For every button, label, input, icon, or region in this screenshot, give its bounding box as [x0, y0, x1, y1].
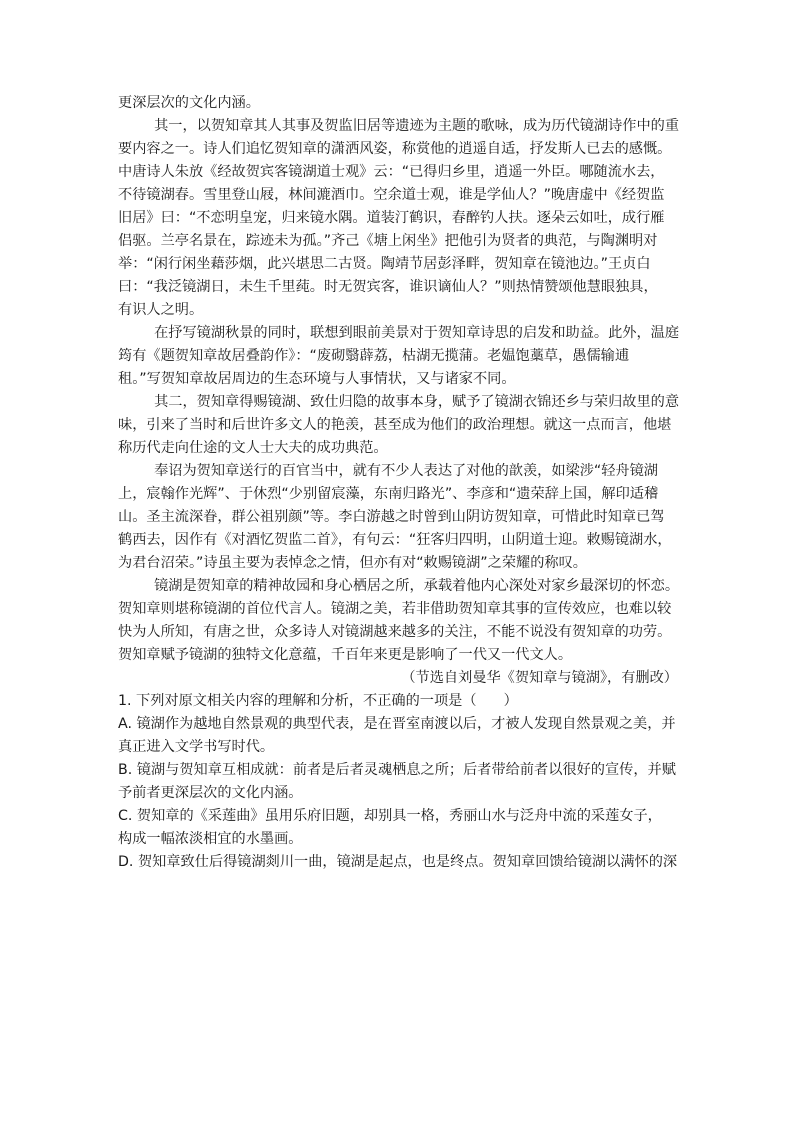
text-line: [118, 529, 678, 552]
option-c-line: [118, 805, 678, 828]
text-line-content: 镜湖是贺知章的精神故园和身心栖居之所，承载着他内心深处对家乡最深切的怀恋。: [118, 578, 680, 594]
text-line: [118, 276, 678, 299]
option-c-text: C. 贺知章的《采莲曲》虽用乐府旧题，却别具一格，秀丽山水与泛舟中流的采莲女子，: [118, 808, 662, 824]
text-line: [118, 437, 678, 460]
text-line-content: 上，宸翰作光辉”、于休烈“少别留宸藻，东南归路光”、李彦和“遗荣辞上国，解印适稽: [118, 486, 659, 502]
text-line-content: 曰：“我泛镜湖日，未生千里莼。时无贺宾客，谁识谪仙人？”则热情赞颂他慧眼独具，: [118, 279, 658, 295]
text-line-content: 旧居》曰：“不恋明皇宠，归来镜水隅。道装汀鹤识，春醉钓人扶。逐朵云如吐，成行雁: [118, 210, 665, 226]
text-line-content: 山。圣主流深眷，群公祖别颜”等。李白游越之时曾到山阴访贺知章，可惜此时知章已驾: [118, 509, 665, 525]
text-line: [118, 414, 678, 437]
text-line-content: 有识人之明。: [118, 302, 204, 318]
paragraph-start-line: [118, 322, 678, 345]
paragraph-start-line: [118, 115, 678, 138]
text-line: [118, 184, 678, 207]
option-a-continuation: [118, 736, 678, 759]
text-line-content: 为君台沼荣。”诗虽主要为表悼念之情，但亦有对“敕赐镜湖”之荣耀的称叹。: [118, 555, 587, 571]
paragraph-start-line: [118, 575, 678, 598]
text-line: [118, 621, 678, 644]
text-line: [118, 483, 678, 506]
text-line-content: 奉诏为贺知章送行的百官当中，就有不少人表达了对他的歆羡，如梁涉“轻舟镜湖: [118, 463, 658, 479]
text-line-content: 贺知章赋予镜湖的独特文化意蕴，千百年来更是影响了一代又一代文人。: [118, 647, 573, 663]
question-stem-text: 1. 下列对原文相关内容的理解和分析，不正确的一项是（ ）: [118, 693, 518, 709]
text-line: [118, 598, 678, 621]
option-d-line: [118, 851, 678, 874]
text-line: [118, 345, 678, 368]
text-line-content: 其一，以贺知章其人其事及贺监旧居等遗迹为主题的歌咏，成为历代镜湖诗作中的重: [118, 118, 680, 134]
source-citation: [118, 667, 678, 690]
text-line-content: 称历代走向仕途的文人士大夫的成功典范。: [118, 440, 388, 456]
text-line: [118, 552, 678, 575]
text-line: [118, 368, 678, 391]
text-line: [118, 207, 678, 230]
text-line-content: 举：“闲行闲坐藉莎烟，此兴堪思二古贤。陶靖节居彭泽畔，贺知章在镜池边。”王贞白: [118, 256, 651, 272]
text-line-content: 要内容之一。诗人们追忆贺知章的潇洒风姿，称赏他的逍遥自适，抒发斯人已去的感慨。: [118, 141, 672, 157]
text-line: [118, 644, 678, 667]
source-citation-text: （节选自刘曼华《贺知章与镜湖》，有删改）: [401, 670, 678, 686]
text-line-content: 租。”写贺知章故居周边的生态环境与人事情状，又与诸家不同。: [118, 371, 516, 387]
option-a-text-cont: 真正进入文学书写时代。: [118, 739, 275, 755]
question-stem: [118, 690, 678, 713]
option-b-text-cont: 予前者更深层次的文化内涵。: [118, 785, 303, 801]
text-line-content: 中唐诗人朱放《经故贺宾客镜湖道士观》云：“已得归乡里，逍遥一外臣。哪随流水去，: [118, 164, 665, 180]
option-b-continuation: [118, 782, 678, 805]
text-line-content: 鹤西去，因作有《对酒忆贺监二首》，有句云：“狂客归四明，山阴道士迎。敕赐镜湖水，: [118, 532, 672, 548]
text-line-content: 贺知章则堪称镜湖的首位代言人。镜湖之美，若非借助贺知章其事的宣传效应，也难以较: [118, 601, 672, 617]
text-line-content: 侣驱。兰亭名景在，踪迹未为孤。”齐己《塘上闲坐》把他引为贤者的典范，与陶渊明对: [118, 233, 658, 249]
text-line: [118, 138, 678, 161]
paragraph-start-line: [118, 391, 678, 414]
text-line-content: 不待镜湖春。雪里登山屐，林间漉酒巾。空余道士观，谁是学仙人？”晚唐虚中《经贺监: [118, 187, 665, 203]
option-c-text-cont: 构成一幅浓淡相宜的水墨画。: [118, 831, 303, 847]
text-line-content: 筠有《题贺知章故居叠韵作》：“废砌翳薜荔，枯湖无揽蒲。老媪饱藁草，愚儒输逋: [118, 348, 630, 364]
text-line-content: 其二，贺知章得赐镜湖、致仕归隐的故事本身，赋予了镜湖衣锦还乡与荣归故里的意: [118, 394, 680, 410]
text-line-content: 更深层次的文化内涵。: [118, 95, 260, 111]
text-line: [118, 230, 678, 253]
text-line: [118, 253, 678, 276]
text-line-content: 在抒写镜湖秋景的同时，联想到眼前美景对于贺知章诗思的启发和助益。此外，温庭: [118, 325, 680, 341]
text-line-content: 味，引来了当时和后世许多文人的艳羡，甚至成为他们的政治理想。就这一点而言，他堪: [118, 417, 672, 433]
text-line: [118, 506, 678, 529]
option-b-line: [118, 759, 678, 782]
document-page: [118, 92, 678, 874]
text-line-content: 快为人所知，有唐之世，众多诗人对镜湖越来越多的关注，不能不说没有贺知章的功劳。: [118, 624, 672, 640]
option-b-text: B. 镜湖与贺知章互相成就：前者是后者灵魂栖息之所；后者带给前者以很好的宣传，并赋: [118, 762, 676, 778]
option-d-text: D. 贺知章致仕后得镜湖剡川一曲，镜湖是起点，也是终点。贺知章回馈给镜湖以满怀的深: [118, 854, 678, 870]
option-a-text: A. 镜湖作为越地自然景观的典型代表，是在晋室南渡以后，才被人发现自然景观之美，并: [118, 716, 676, 732]
option-c-continuation: [118, 828, 678, 851]
option-a-line: [118, 713, 678, 736]
paragraph-start-line: [118, 460, 678, 483]
text-line: [118, 92, 678, 115]
text-line: [118, 299, 678, 322]
text-line: [118, 161, 678, 184]
